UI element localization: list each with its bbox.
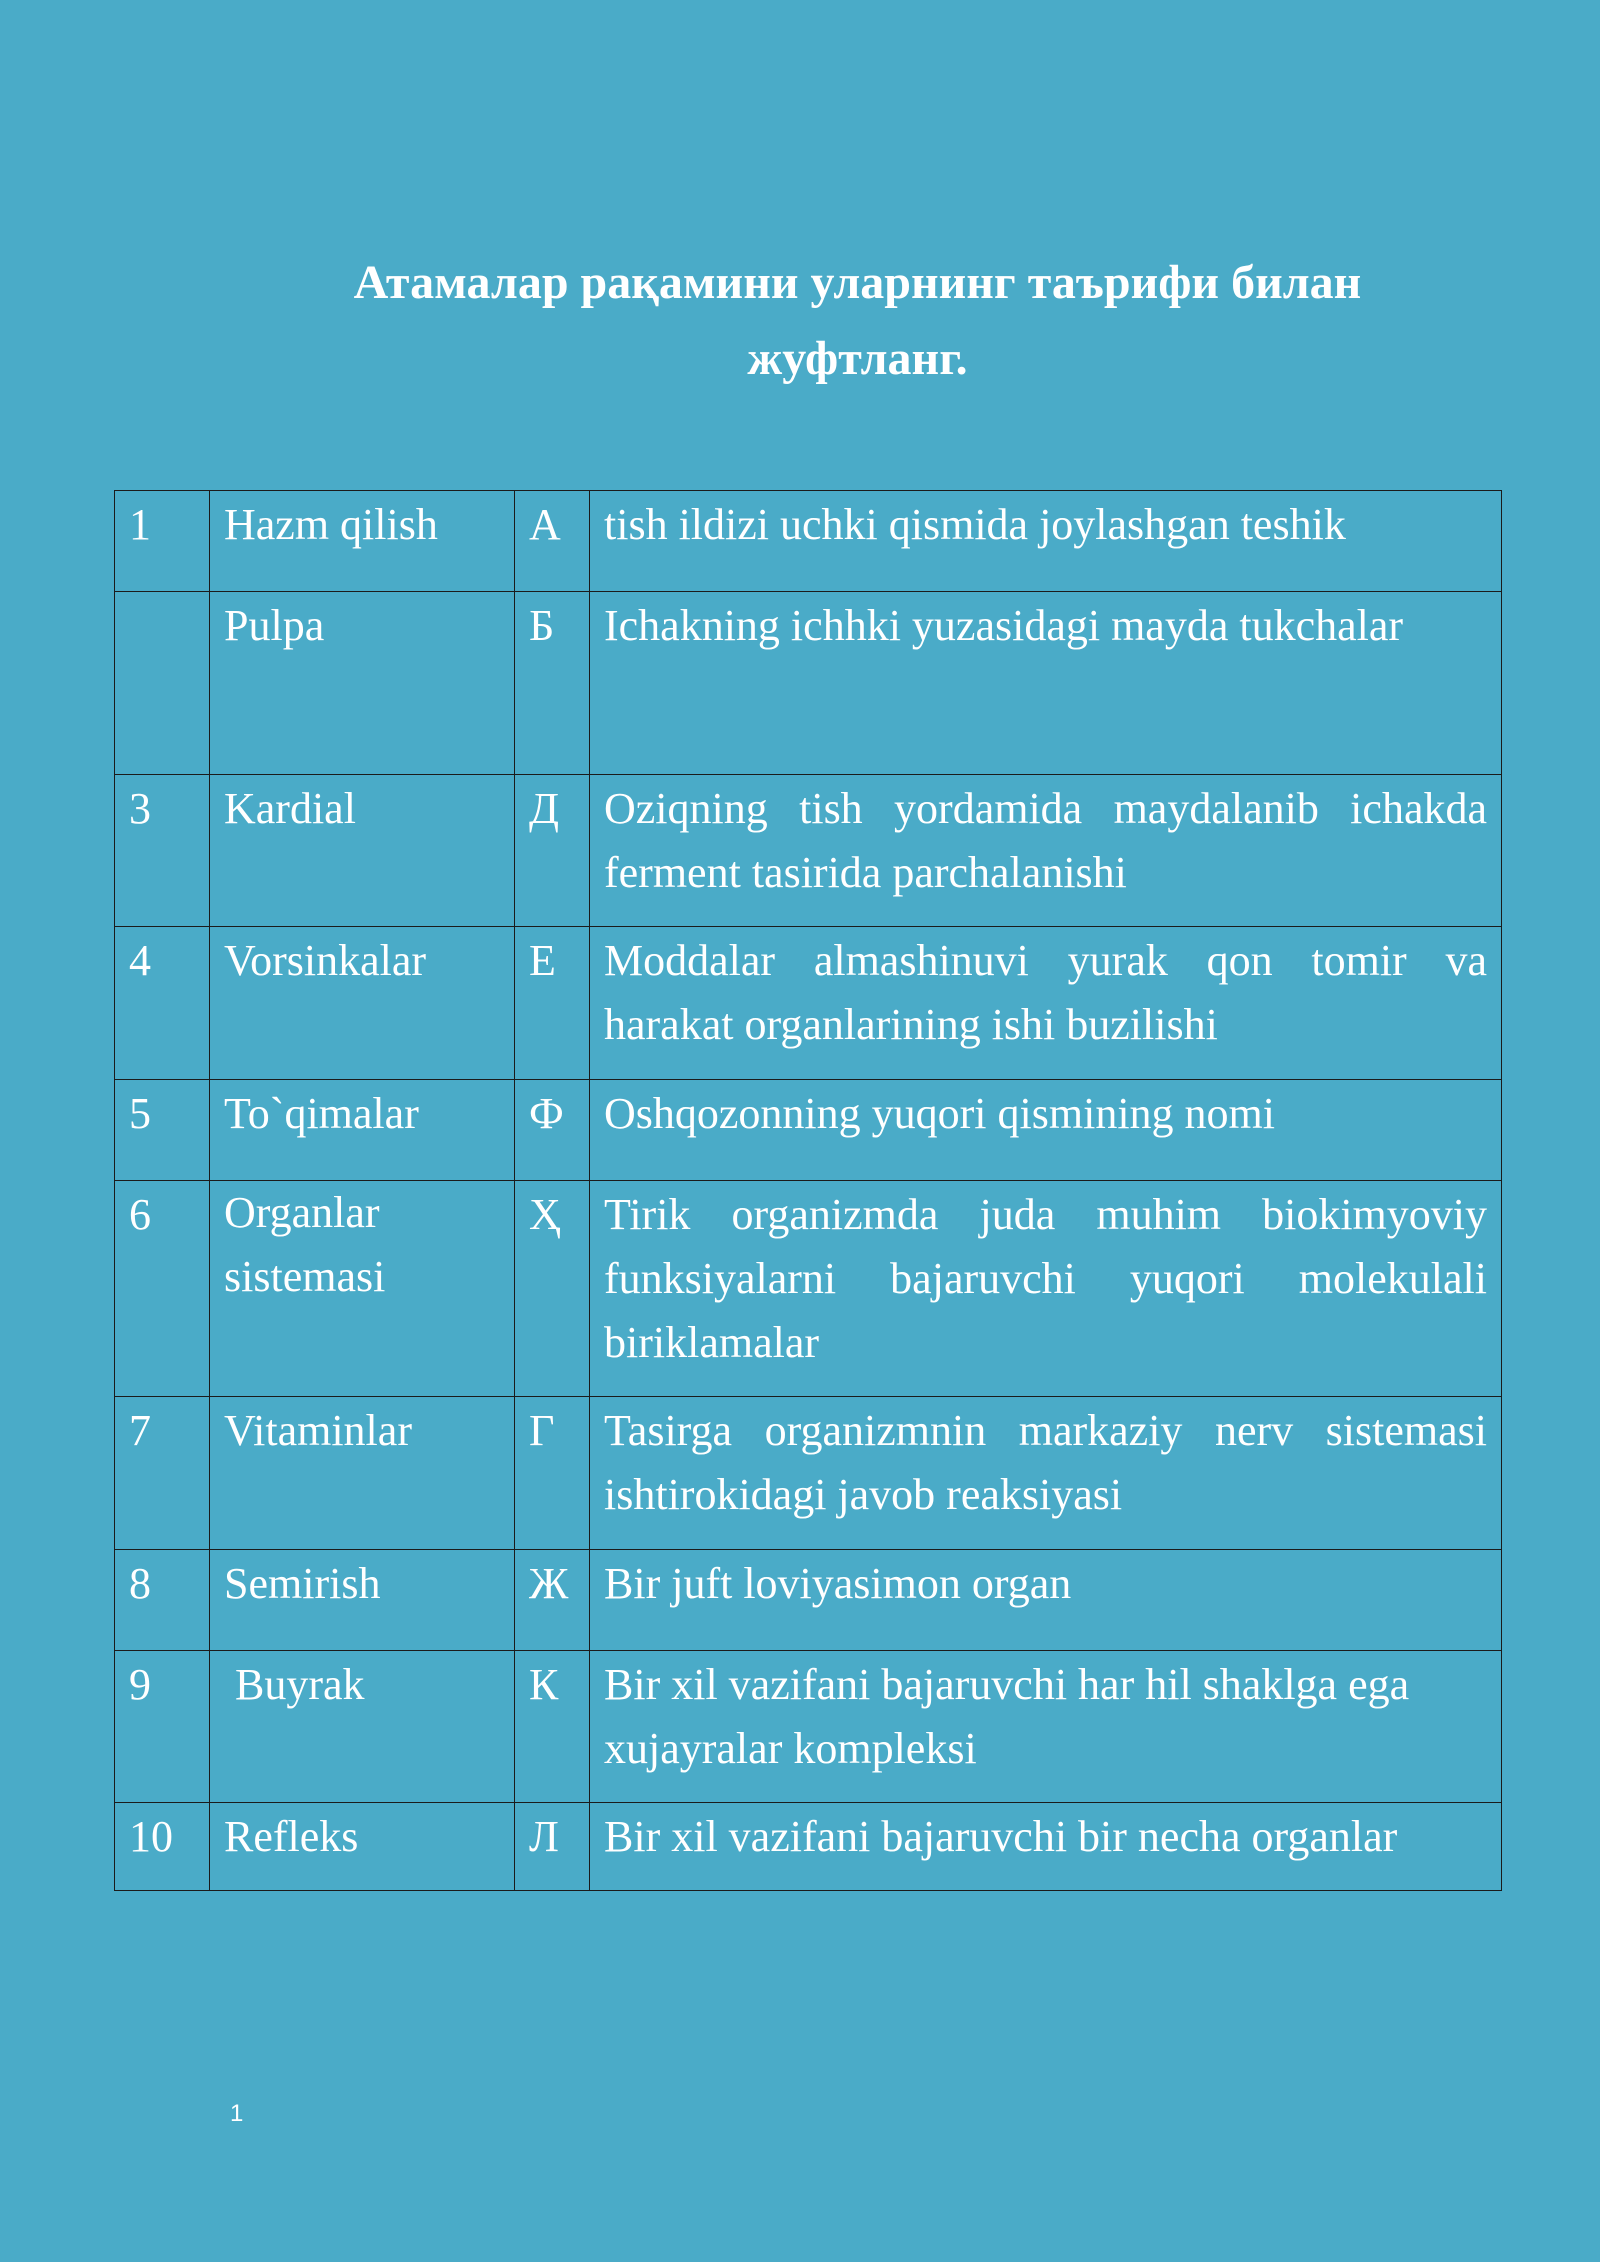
definition-cell: Oshqozonning yuqori qismining nomi xyxy=(590,1080,1502,1181)
matching-table xyxy=(114,490,1502,1891)
table-row xyxy=(115,592,1502,775)
row-number: 9 xyxy=(115,1651,210,1803)
letter-cell: Ф xyxy=(515,1080,590,1181)
term-cell: Semirish xyxy=(210,1550,515,1651)
term-cell: Vorsinkalar xyxy=(210,927,515,1080)
definition-cell: Bir juft loviyasimon organ xyxy=(590,1550,1502,1651)
definition-cell: tish ildizi uchki qismida joylashgan teshik xyxy=(590,491,1502,592)
definition-cell: Tasirga organizmnin markaziy nerv sistemasi ishtirokidagi javob reaksiyasi xyxy=(590,1397,1502,1550)
letter-cell: Д xyxy=(515,775,590,927)
definition-cell: Oziqning tish yordamida maydalanib ichakda ferment tasirida parchalanishi xyxy=(590,775,1502,927)
table-row xyxy=(115,1080,1502,1181)
letter-cell: А xyxy=(515,491,590,592)
letter-cell: К xyxy=(515,1651,590,1803)
table-row xyxy=(115,1803,1502,1891)
definition-cell: Ichakning ichhki yuzasidagi mayda tukchalar xyxy=(590,592,1502,775)
definition-cell: Tirik organizmda juda muhim biokimyoviy funksiyalarni bajaruvchi yuqori molekulali biriklamalar xyxy=(590,1181,1502,1397)
letter-cell: Л xyxy=(515,1803,590,1891)
row-number: 1 xyxy=(115,491,210,592)
letter-cell: Г xyxy=(515,1397,590,1550)
table-row xyxy=(115,1550,1502,1651)
term-cell: Organlar sistemasi xyxy=(210,1181,515,1397)
table-row xyxy=(115,1397,1502,1550)
table-row xyxy=(115,927,1502,1080)
term-cell: Pulpa xyxy=(210,592,515,775)
table-row xyxy=(115,1651,1502,1803)
table-row xyxy=(115,1181,1502,1397)
definition-cell: Bir xil vazifani bajaruvchi bir necha organlar xyxy=(590,1803,1502,1891)
row-number: 6 xyxy=(115,1181,210,1397)
row-number: 7 xyxy=(115,1397,210,1550)
row-number: 4 xyxy=(115,927,210,1080)
row-number: 10 xyxy=(115,1803,210,1891)
letter-cell: Б xyxy=(515,592,590,775)
letter-cell: Ҳ xyxy=(515,1181,590,1397)
letter-cell: Ж xyxy=(515,1550,590,1651)
page-number: 1 xyxy=(230,2100,244,2127)
table-row xyxy=(115,775,1502,927)
term-cell: Kardial xyxy=(210,775,515,927)
term-cell: Refleks xyxy=(210,1803,515,1891)
term-cell: Vitaminlar xyxy=(210,1397,515,1550)
term-cell: Buyrak xyxy=(210,1651,515,1803)
term-cell: To`qimalar xyxy=(210,1080,515,1181)
row-number: 3 xyxy=(115,775,210,927)
definition-cell: Bir xil vazifani bajaruvchi har hil shaklga ega xujayralar kompleksi xyxy=(590,1651,1502,1803)
term-cell: Hazm qilish xyxy=(210,491,515,592)
page-title: Атамалар рақамини уларнинг таърифи билан жуфтланг. xyxy=(353,256,1362,385)
row-number: 5 xyxy=(115,1080,210,1181)
row-number xyxy=(115,592,210,775)
row-number: 8 xyxy=(115,1550,210,1651)
letter-cell: Е xyxy=(515,927,590,1080)
definition-cell: Moddalar almashinuvi yurak qon tomir va harakat organlarining ishi buzilishi xyxy=(590,927,1502,1080)
table-row xyxy=(115,491,1502,592)
